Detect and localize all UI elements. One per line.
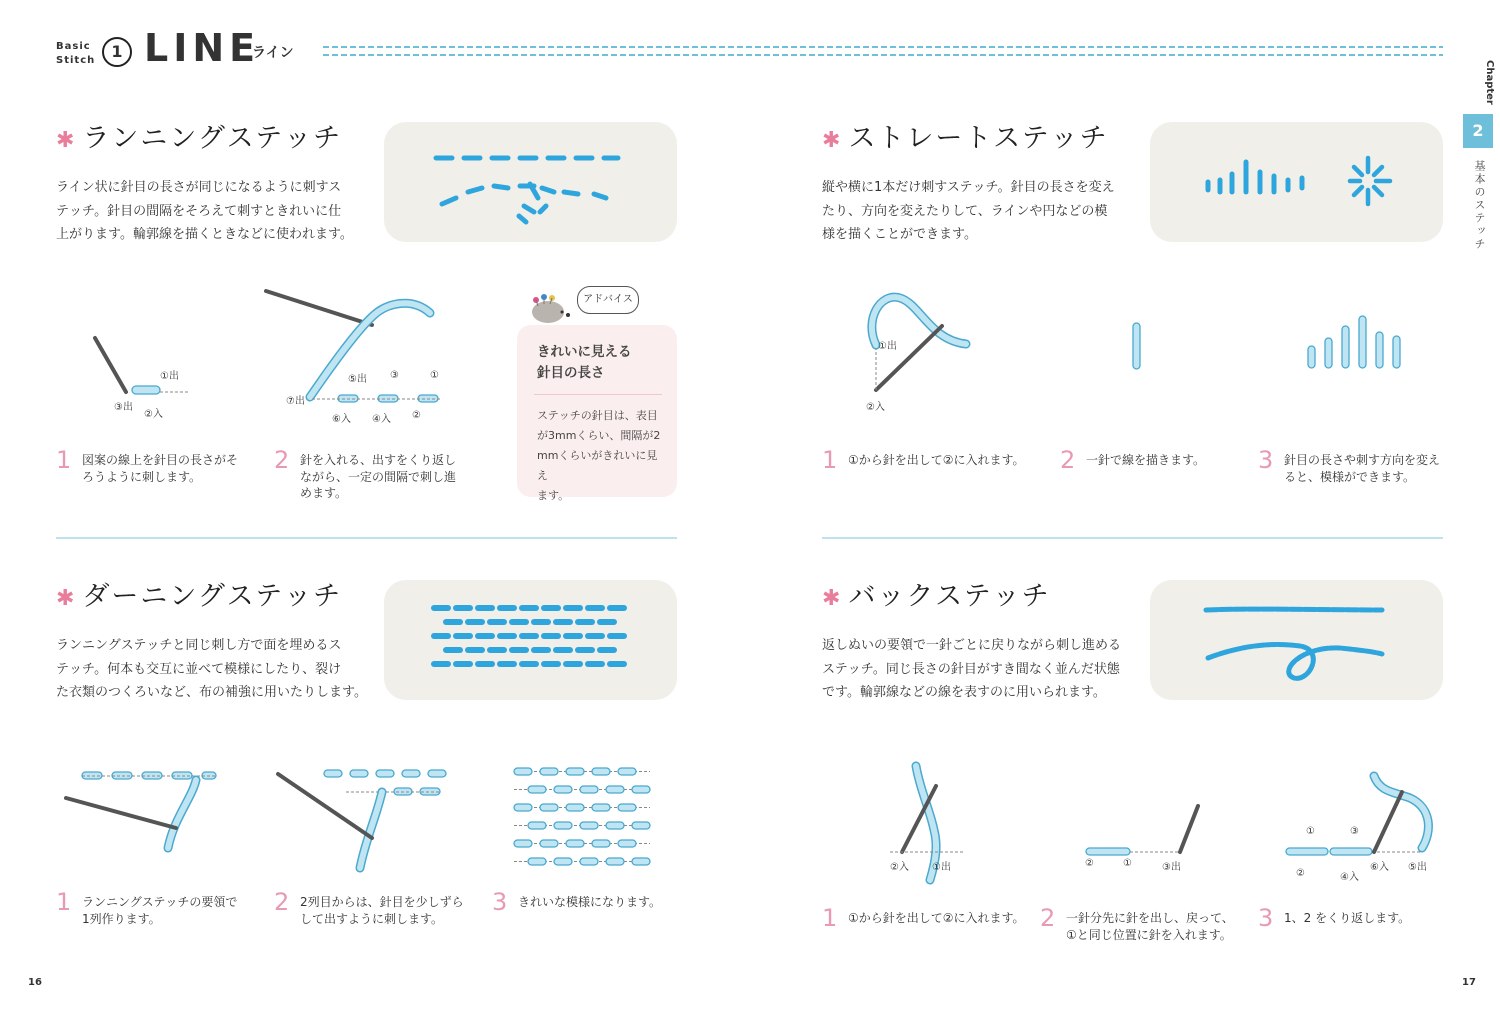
darning-step-1-number: 1 xyxy=(56,888,72,916)
step-text-line: ①から針を出して②に入れます。 xyxy=(848,911,1025,925)
straight-desc-line: 様を描くことができます。 xyxy=(822,227,977,242)
straight-stitch-photo xyxy=(1150,122,1443,242)
running-desc-line: ライン状に針目の長さが同じになるように刺すス xyxy=(56,180,342,195)
step-text-line: ろうように刺します。 xyxy=(82,469,202,484)
back-desc-line: です。輪郭線などの線を表すのに用いられます。 xyxy=(822,685,1106,700)
section-divider-left xyxy=(56,537,677,539)
running-diagram-1 xyxy=(80,330,200,430)
label-1: ① xyxy=(1123,858,1132,869)
straight-stitch-title xyxy=(822,116,1109,155)
running-desc-line: 上がります。輪郭線を描くときなどに使われます。 xyxy=(56,227,353,242)
step-text-line: ながら、一定の間隔で刺し進 xyxy=(300,469,457,484)
running-step-2-number: 2 xyxy=(274,446,290,474)
darning-step-1-text xyxy=(82,894,237,927)
darning-diagram-2 xyxy=(276,768,456,878)
step-text-line: ①と同じ位置に針を入れます。 xyxy=(1066,927,1232,942)
header-basic: Basic xyxy=(56,41,91,52)
step-text-line: ランニングステッチの要領で xyxy=(82,895,238,909)
stitch-segment xyxy=(618,840,636,847)
back-diagram-2 xyxy=(1082,800,1212,860)
page-subtitle: ライン xyxy=(252,45,294,61)
step-text-line: 一針分先に針を出し、戻って、 xyxy=(1066,911,1234,925)
label-1: ① xyxy=(430,370,439,381)
advice-body-line: mmくらいがきれいに見え xyxy=(537,449,658,482)
back-step-1-number: 1 xyxy=(822,904,838,932)
back-stitch-title xyxy=(822,574,1051,613)
darning-title-text: ダーニングステッチ xyxy=(82,581,343,612)
back-diagram-3 xyxy=(1282,772,1442,872)
stitch-segment xyxy=(554,822,572,829)
label-1-out: ①出 xyxy=(932,862,951,873)
back-desc-line: ステッチ。同じ長さの針目がすき間なく並んだ状態 xyxy=(822,661,1120,677)
label-1: ① xyxy=(1306,826,1315,837)
step-text-line: めます。 xyxy=(300,486,348,500)
stitch-segment xyxy=(566,840,584,847)
back-step-2-text xyxy=(1066,910,1234,943)
label-3: ③ xyxy=(390,370,399,381)
stitch-segment xyxy=(606,858,624,865)
label-3-out: ③出 xyxy=(114,402,133,413)
advice-title xyxy=(537,342,667,384)
stitch-segment xyxy=(580,786,598,793)
header-stitch: Stitch xyxy=(56,55,96,66)
straight-stitch-sample xyxy=(1150,122,1443,242)
stitch-segment xyxy=(514,804,532,811)
darning-description xyxy=(56,634,367,705)
running-desc-line: テッチ。針目の間隔をそろえて刺すときれいに仕 xyxy=(56,203,342,219)
back-step-3-number: 3 xyxy=(1258,904,1274,932)
back-description xyxy=(822,634,1121,705)
straight-description xyxy=(822,176,1115,247)
back-desc-line: 返しぬいの要領で一針ごとに戻りながら刺し進める xyxy=(822,638,1122,653)
straight-desc-line: たり、方向を変えたりして、ラインや円などの模 xyxy=(822,203,1108,219)
asterisk-icon: ✱ xyxy=(822,128,843,153)
label-3: ③ xyxy=(1350,826,1359,837)
label-4-in: ④入 xyxy=(372,414,391,425)
stitch-segment xyxy=(580,822,598,829)
advice-body-line: ます。 xyxy=(537,489,570,502)
label-2: ② xyxy=(412,410,421,421)
advice-bubble: アドバイス xyxy=(577,286,639,314)
chapter-number: 2 xyxy=(1463,114,1493,148)
straight-step-3-number: 3 xyxy=(1258,446,1274,474)
stitch-segment xyxy=(514,768,532,775)
label-1-out: ①出 xyxy=(878,341,897,352)
running-stitch-photo xyxy=(384,122,677,242)
stitch-segment xyxy=(554,786,572,793)
darning-step-2-text xyxy=(300,894,464,927)
back-stitch-photo xyxy=(1150,580,1443,700)
label-2-in: ②入 xyxy=(866,402,885,413)
step-text-line: 2列目からは、針目を少しずら xyxy=(300,895,464,909)
label-7-out: ⑦出 xyxy=(286,396,305,407)
stitch-segment xyxy=(554,858,572,865)
label-2-in: ②入 xyxy=(144,409,163,420)
stitch-segment xyxy=(606,786,624,793)
running-step-2-text xyxy=(300,452,456,502)
chapter-label: Chapter xyxy=(1484,60,1495,105)
step-text-line: 1列作ります。 xyxy=(82,911,161,926)
header-dotted-rule xyxy=(323,46,1443,56)
running-step-1-number: 1 xyxy=(56,446,72,474)
straight-step-2-number: 2 xyxy=(1060,446,1076,474)
label-4-in: ④入 xyxy=(1340,872,1359,883)
straight-diagram-2 xyxy=(1130,322,1150,372)
step-text-line: 針を入れる、出すをくり返し xyxy=(300,453,457,467)
stitch-segment xyxy=(592,840,610,847)
straight-diagram-3 xyxy=(1303,312,1413,372)
straight-desc-line: 縦や横に1本だけ刺すステッチ。針目の長さを変え xyxy=(822,180,1115,195)
label-3-out: ③出 xyxy=(1162,862,1181,873)
darning-stitch-photo xyxy=(384,580,677,700)
advice-body-line: が3mmくらい、間隔が2 xyxy=(537,429,661,442)
advice-body-line: ステッチの針目は、表目 xyxy=(537,409,658,422)
step-text-line: して出すように刺します。 xyxy=(300,911,444,926)
hedgehog-icon xyxy=(524,290,574,326)
page-number-left: 16 xyxy=(28,977,42,988)
stitch-segment xyxy=(632,822,650,829)
advice-divider xyxy=(534,394,662,395)
advice-title-line: 針目の長さ xyxy=(537,365,605,381)
stitch-segment xyxy=(566,804,584,811)
stitch-segment xyxy=(514,840,532,847)
straight-step-1-text xyxy=(848,452,1025,469)
stitch-segment xyxy=(618,768,636,775)
page-number-right: 17 xyxy=(1462,977,1476,988)
asterisk-icon: ✱ xyxy=(56,586,77,611)
back-step-2-number: 2 xyxy=(1040,904,1056,932)
stitch-segment xyxy=(606,822,624,829)
back-title-text: バックステッチ xyxy=(848,581,1051,612)
straight-step-1-number: 1 xyxy=(822,446,838,474)
darning-diagram-1 xyxy=(64,768,224,858)
step-text-line: 一針で線を描きます。 xyxy=(1086,453,1206,467)
step-text-line: ①から針を出して②に入れます。 xyxy=(848,453,1025,467)
straight-step-2-text xyxy=(1086,452,1205,469)
stitch-segment xyxy=(632,786,650,793)
running-stitch-title xyxy=(56,116,342,155)
label-6-in: ⑥入 xyxy=(332,414,351,425)
darning-diagram-3 xyxy=(510,766,660,876)
darning-desc-line: テッチ。何本も交互に並べて模様にしたり、裂け xyxy=(56,661,342,677)
stitch-segment xyxy=(540,840,558,847)
label-2-in: ②入 xyxy=(890,862,909,873)
back-step-1-text xyxy=(848,910,1025,927)
stitch-segment xyxy=(540,804,558,811)
step-text-line: 図案の線上を針目の長さがそ xyxy=(82,453,239,467)
stitch-segment xyxy=(528,858,546,865)
darning-desc-line: た衣類のつくろいなど、布の補強に用いたりします。 xyxy=(56,685,367,700)
stitch-segment xyxy=(528,786,546,793)
label-5-out: ⑤出 xyxy=(1408,862,1427,873)
back-step-3-text: 1、2 をくり返します。 xyxy=(1284,911,1411,925)
stitch-segment xyxy=(618,804,636,811)
label-2: ② xyxy=(1085,858,1094,869)
darning-stitch-sample xyxy=(384,580,677,700)
stitch-segment xyxy=(580,858,598,865)
chapter-subtitle: 基本のステッチ xyxy=(1473,160,1486,251)
header-number: 1 xyxy=(102,37,132,67)
darning-step-3-text xyxy=(518,894,661,911)
header-basic-stitch xyxy=(56,40,95,68)
straight-title-text: ストレートステッチ xyxy=(848,123,1109,154)
label-2: ② xyxy=(1296,868,1305,879)
section-divider-right xyxy=(822,537,1443,539)
step-text-line: きれいな模様になります。 xyxy=(518,895,662,909)
darning-stitch-title xyxy=(56,574,342,613)
darning-desc-line: ランニングステッチと同じ刺し方で面を埋めるス xyxy=(56,638,342,653)
stitch-segment xyxy=(632,858,650,865)
back-stitch-sample xyxy=(1150,580,1443,700)
step-text-line: ると、模様ができます。 xyxy=(1284,469,1416,484)
stitch-segment xyxy=(592,768,610,775)
darning-step-3-number: 3 xyxy=(492,888,508,916)
stitch-segment xyxy=(540,768,558,775)
page-title: LINE xyxy=(144,26,261,70)
advice-title-line: きれいに見える xyxy=(537,344,632,360)
label-1-out: ①出 xyxy=(160,371,179,382)
asterisk-icon: ✱ xyxy=(822,586,843,611)
asterisk-icon: ✱ xyxy=(56,128,77,153)
stitch-segment xyxy=(592,804,610,811)
advice-body xyxy=(537,406,665,506)
running-stitch-sample xyxy=(384,122,677,242)
stitch-segment xyxy=(528,822,546,829)
running-step-1-text xyxy=(82,452,238,485)
step-text-line: 針目の長さや刺す方向を変え xyxy=(1284,453,1441,467)
stitch-segment xyxy=(566,768,584,775)
label-5-out: ⑤出 xyxy=(348,374,367,385)
straight-step-3-text xyxy=(1284,452,1440,485)
running-description xyxy=(56,176,353,247)
running-title-text: ランニングステッチ xyxy=(82,123,343,154)
label-6-in: ⑥入 xyxy=(1370,862,1389,873)
darning-step-2-number: 2 xyxy=(274,888,290,916)
